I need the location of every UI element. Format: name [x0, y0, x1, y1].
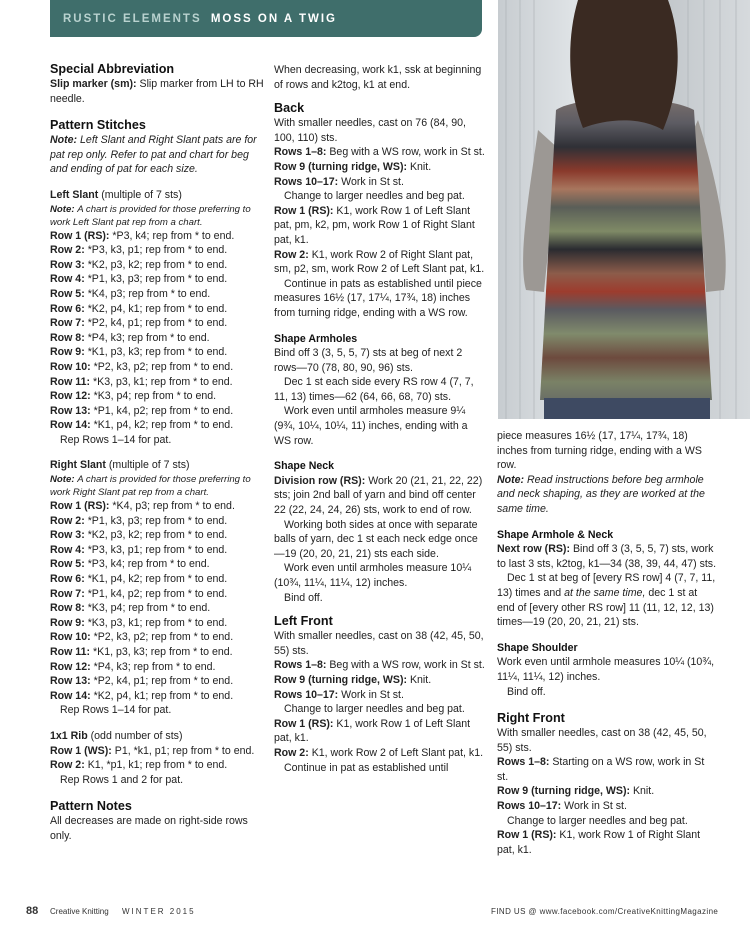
shape-neck-heading: Shape Neck — [274, 460, 335, 473]
row-line: Row 5: *K4, p3; rep from * to end. — [50, 287, 211, 300]
lf-cast-on: With smaller needles, cast on 38 (42, 45, 50, 55) sts. — [274, 630, 484, 657]
row-line: Row 2: K1, *p1, k1; rep from * to end. — [50, 759, 228, 772]
rf-rows-10-17: Rows 10–17: Work in St st. — [497, 800, 627, 813]
left-slant-repeat: Rep Rows 1–14 for pat. — [60, 433, 172, 446]
row-line: Row 5: *P3, k4; rep from * to end. — [50, 558, 210, 571]
shoulder-bind-off: Bind off. — [507, 685, 546, 698]
back-continue: Continue in pats as established until piece measures 16½ (17, 17¼, 17¾, 18) inches from turning ridge, ending with a WS row. — [274, 277, 482, 319]
back-change-needles: Change to larger needles and beg pat. — [284, 190, 465, 203]
header-banner — [50, 0, 482, 37]
row-line: Row 10: *P2, k3, p2; rep from * to end. — [50, 631, 234, 644]
shoulder-work-even: Work even until armhole measures 10¼ (10¾, 11¼, 11¼, 12) inches. — [497, 656, 715, 683]
left-front-heading: Left Front — [274, 614, 333, 629]
armhole-neck-note: Note: Read instructions before beg armhole and neck shaping, as they are worked at the same time. — [497, 473, 705, 515]
right-slant-repeat: Rep Rows 1–14 for pat. — [60, 704, 172, 717]
shape-shoulder-heading: Shape Shoulder — [497, 641, 578, 654]
lf-row-1: Row 1 (RS): K1, work Row 1 of Left Slant pat, k1. — [274, 717, 471, 745]
row-line: Row 4: *P3, k3, p1; rep from * to end. — [50, 543, 228, 556]
pattern-stitches-heading: Pattern Stitches — [50, 118, 146, 133]
rf-cast-on: With smaller needles, cast on 38 (42, 45, 50, 55) sts. — [497, 727, 707, 754]
lf-row-2: Row 2: K1, work Row 2 of Left Slant pat, k1. — [274, 746, 484, 759]
hair — [570, 0, 677, 130]
row-line: Row 14: *K1, p4, k2; rep from * to end. — [50, 419, 234, 432]
decrease-note: When decreasing, work k1, ssk at beginning of rows and k2tog, k1 at end. — [274, 64, 482, 91]
row-line: Row 3: *K2, p3, k2; rep from * to end. — [50, 529, 228, 542]
row-line: Row 9: *K1, p3, k3; rep from * to end. — [50, 346, 228, 359]
rib-repeat: Rep Rows 1 and 2 for pat. — [60, 773, 184, 786]
jeans — [544, 398, 710, 419]
issue-label: WINTER 2015 — [122, 907, 196, 916]
right-front-heading: Right Front — [497, 711, 565, 726]
row-line: Row 2: *P1, k3, p3; rep from * to end. — [50, 514, 228, 527]
row-line: Row 4: *P1, k3, p3; rep from * to end. — [50, 273, 228, 286]
column-2 — [274, 63, 486, 775]
rf-row-9: Row 9 (turning ridge, WS): Knit. — [497, 785, 655, 798]
row-line: Row 2: *P3, k3, p1; rep from * to end. — [50, 244, 228, 257]
magazine-name: Creative Knitting — [50, 907, 109, 916]
column-1 — [50, 61, 265, 844]
lf-row-9: Row 9 (turning ridge, WS): Knit. — [274, 673, 432, 686]
page-number: 88 — [26, 905, 39, 917]
armholes-bind-off: Bind off 3 (3, 5, 5, 7) sts at beg of next 2 rows—70 (78, 80, 90, 96) sts. — [274, 347, 463, 374]
left-slant-title: Left Slant (multiple of 7 sts) — [50, 188, 182, 201]
next-row: Next row (RS): Bind off 3 (3, 5, 5, 7) sts, work to last 3 sts, k2tog, k1—34 (38, 39, 44, 47) sts. — [497, 543, 717, 570]
back-row-1: Row 1 (RS): K1, work Row 1 of Left Slant pat, pm, k2, pm, work Row 1 of Right Slant pat, k1. — [274, 204, 475, 246]
special-abbreviation-heading: Special Abbreviation — [50, 62, 175, 76]
lf-change-needles: Change to larger needles and beg pat. — [284, 703, 465, 716]
neck-both-sides: Working both sides at once with separate balls of yarn, dec 1 st each neck edge once—19 (20, 20, 21, 21) sts each side. — [274, 518, 478, 560]
row-line: Row 7: *P2, k4, p1; rep from * to end. — [50, 317, 228, 330]
pattern-notes-heading: Pattern Notes — [50, 799, 132, 814]
lf-rows-1-8: Rows 1–8: Beg with a WS row, work in St st. — [274, 659, 485, 672]
right-slant-note: Note: A chart is provided for those preferring to work Right Slant pat rep from a chart. — [50, 474, 251, 499]
pattern-title: MOSS ON A TWIG — [210, 13, 337, 25]
row-line: Row 9: *K3, p3, k1; rep from * to end. — [50, 616, 228, 629]
model-photo — [498, 0, 750, 419]
row-line: Row 10: *P2, k3, p2; rep from * to end. — [50, 360, 234, 373]
row-line: Row 8: *P4, k3; rep from * to end. — [50, 331, 210, 344]
dec-instruction: Dec 1 st at beg of [every RS row] 4 (7, 7, 11, 13) times and at the same time, dec 1 st at end of [every other RS row] 11 (11, 12, 12, 13) times—19 (20, 20, 21, 21) sts. — [497, 572, 716, 629]
lf-continue: Continue in pat as established until — [284, 761, 449, 774]
row-line: Row 13: *P1, k4, p2; rep from * to end. — [50, 404, 234, 417]
shape-armhole-neck-heading: Shape Armhole & Neck — [497, 528, 614, 541]
row-line: Row 7: *P1, k4, p2; rep from * to end. — [50, 587, 228, 600]
back-row-9: Row 9 (turning ridge, WS): Knit. — [274, 160, 432, 173]
rf-prev-continue: piece measures 16½ (17, 17¼, 17¾, 18) inches from turning ridge, ending with a WS row. — [497, 430, 702, 472]
rf-change-needles: Change to larger needles and beg pat. — [507, 814, 688, 827]
column-3 — [497, 429, 717, 857]
neck-work-even: Work even until armholes measure 10¼ (10¾, 11¼, 11¼, 12) inches. — [274, 562, 472, 589]
row-line: Row 1 (RS): *P3, k4; rep from * to end. — [50, 229, 235, 242]
right-slant-title: Right Slant (multiple of 7 sts) — [50, 459, 190, 472]
rf-row-1: Row 1 (RS): K1, work Row 1 of Right Slant pat, k1. — [497, 829, 701, 856]
row-line: Row 14: *K2, p4, k1; rep from * to end. — [50, 689, 234, 702]
back-rows-10-17: Rows 10–17: Work in St st. — [274, 175, 404, 188]
row-line: Row 6: *K2, p4, k1; rep from * to end. — [50, 302, 228, 315]
rf-rows-1-8: Rows 1–8: Starting on a WS row, work in St st. — [497, 756, 705, 783]
neck-division-row: Division row (RS): Work 20 (21, 21, 22, 22) sts; join 2nd ball of yarn and bind off center 22 (22, 24, 24, 26) sts, work to end of row. — [274, 474, 483, 517]
series-name: RUSTIC ELEMENTS — [63, 13, 202, 25]
row-line: Row 12: *K3, p4; rep from * to end. — [50, 390, 217, 403]
neck-bind-off: Bind off. — [284, 591, 323, 604]
back-heading: Back — [274, 101, 305, 116]
pattern-stitches-note: Note: Left Slant and Right Slant pats are for pat rep only. Refer to pat and chart for beg and ending of pat for each size. — [50, 134, 257, 176]
left-slant-note: Note: A chart is provided for those preferring to work Left Slant pat rep from a chart. — [50, 203, 251, 228]
rib-title: 1x1 Rib (odd number of sts) — [50, 729, 183, 742]
pattern-notes-text: All decreases are made on right-side rows only. — [50, 815, 248, 842]
right-slant-rows — [50, 499, 265, 703]
armholes-dec: Dec 1 st each side every RS row 4 (7, 7, 11, 13) times—62 (64, 66, 68, 70) sts. — [274, 376, 474, 403]
row-line: Row 12: *P4, k3; rep from * to end. — [50, 660, 216, 673]
lf-rows-10-17: Rows 10–17: Work in St st. — [274, 688, 404, 701]
row-line: Row 1 (RS): *K4, p3; rep from * to end. — [50, 500, 235, 513]
row-line: Row 1 (WS): P1, *k1, p1; rep from * to end. — [50, 744, 255, 757]
row-line: Row 11: *K3, p3, k1; rep from * to end. — [50, 375, 233, 388]
back-row-2: Row 2: K1, work Row 2 of Right Slant pat, sm, p2, sm, work Row 2 of Left Slant pat, k1. — [274, 248, 485, 276]
row-line: Row 3: *K2, p3, k2; rep from * to end. — [50, 258, 228, 271]
shape-armholes-heading: Shape Armholes — [274, 332, 358, 345]
back-rows-1-8: Rows 1–8: Beg with a WS row, work in St st. — [274, 146, 485, 159]
row-line: Row 11: *K1, p3, k3; rep from * to end. — [50, 646, 233, 658]
page-footer — [26, 906, 726, 920]
armholes-work-even: Work even until armholes measure 9¼ (9¾, 10¼, 10¼, 11) inches, ending with a WS row. — [274, 405, 468, 447]
row-line: Row 13: *P2, k4, p1; rep from * to end. — [50, 675, 234, 688]
left-slant-rows — [50, 229, 265, 433]
row-line: Row 8: *K3, p4; rep from * to end. — [50, 602, 211, 615]
back-cast-on: With smaller needles, cast on 76 (84, 90, 100, 110) sts. — [274, 117, 466, 144]
row-line: Row 6: *K1, p4, k2; rep from * to end. — [50, 573, 228, 586]
vest-body — [540, 99, 712, 400]
facebook-link[interactable]: FIND US @ www.facebook.com/CreativeKnittingMagazine — [491, 907, 719, 916]
sm-definition: Slip marker (sm): Slip marker from LH to RH needle. — [50, 78, 264, 105]
